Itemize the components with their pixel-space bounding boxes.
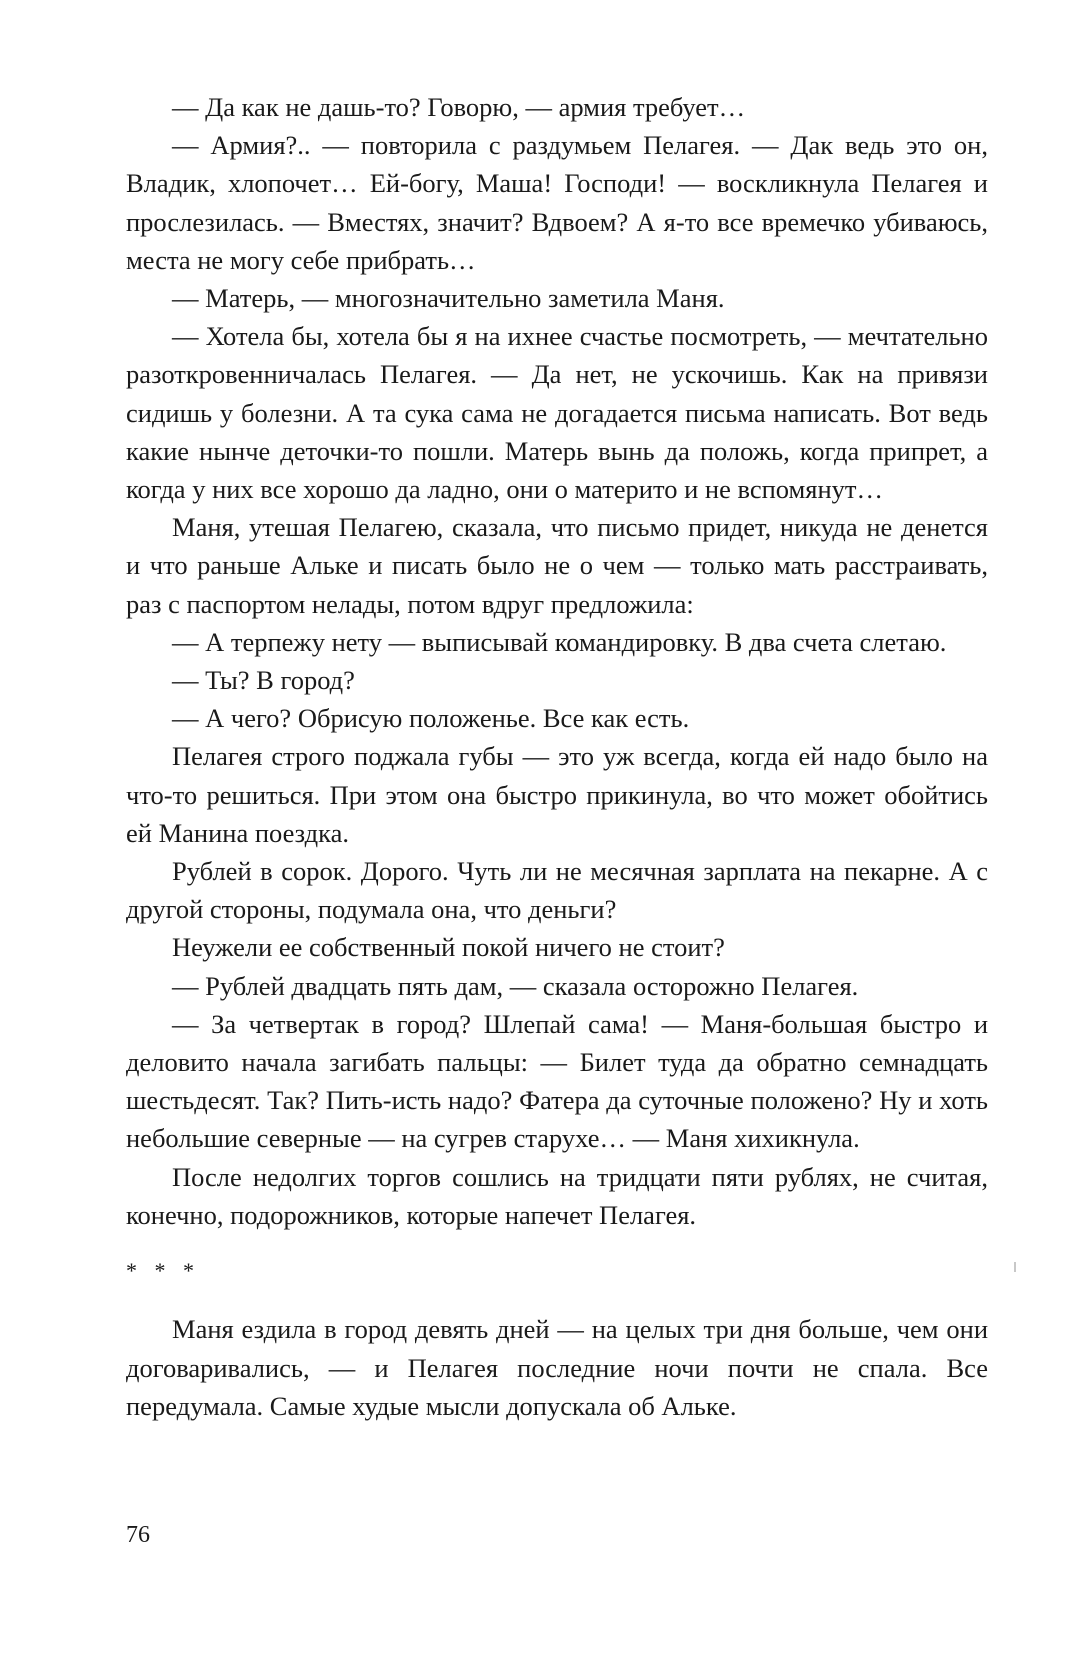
paragraph: — Рублей двадцать пять дам, — сказала осторожно Пелагея. <box>172 970 859 1001</box>
paragraph: Рублей в сорок. Дорого. Чуть ли не месячная зарплата на пекарне. А с другой стороны, подумала она, что деньги? <box>126 856 988 925</box>
body-text <box>126 88 988 1425</box>
page-number: 76 <box>126 1522 150 1548</box>
paragraph: — За четвертак в город? Шлепай сама! — Маня-большая быстро и деловито начала загибать пальцы: — Билет туда да обратно семнадцать шестьдесят. Так? Пить-исть надо? Фатера да суточные положено? Ну и хоть небольшие северные — на сугрев старухе… — Маня хихикнула. <box>126 1008 988 1154</box>
paragraph: Маня, утешая Пелагею, сказала, что письмо придет, никуда не денется и что раньше Альке и писать было не о чем — только мать расстраивать, раз с паспортом нелады, потом вдруг предложила: <box>126 512 988 619</box>
paragraph: — Матерь, — многозначительно заметила Маня. <box>172 283 725 314</box>
paragraph: После недолгих торгов сошлись на тридцати пяти рублях, не считая, конечно, подорожников, которые напечет Пелагея. <box>126 1161 988 1230</box>
section-break: * * * <box>126 1258 200 1284</box>
paragraph: — Да как не дашь-то? Говорю, — армия требует… <box>172 92 746 122</box>
paragraph: — Ты? В город? <box>172 665 355 696</box>
paragraph: Пелагея строго поджала губы — это уж всегда, когда ей надо было на что-то решиться. При этом она быстро прикинула, во что может обойтись ей Манина поездка. <box>126 741 988 848</box>
paragraph: Неужели ее собственный покой ничего не стоит? <box>172 932 725 963</box>
paragraph: — А чего? Обрисую положенье. Все как есть. <box>172 703 690 734</box>
paragraph: Маня ездила в город девять дней — на целых три дня больше, чем они договаривались, — и Пелагея последние ночи почти не спала. Все передумала. Самые худые мысли допускала об Альке. <box>126 1314 988 1421</box>
paragraph: — Армия?.. — повторила с раздумьем Пелагея. — Дак ведь это он, Владик, хлопочет… Ей-богу, Маша! Господи! — воскликнула Пелагея и прослезилась. — Вместях, значит? Вдвоем? А я-то все времечко убиваюсь, места не могу себе прибрать… <box>126 130 988 275</box>
scan-mark <box>1014 1262 1016 1272</box>
paragraph: — Хотела бы, хотела бы я на ихнее счастье посмотреть, — мечтательно разоткровенничалась Пелагея. — Да нет, не ускочишь. Как на привязи сидишь у болезни. А та сука сама не догадается письма написать. Вот ведь какие нынче деточки-то пошли. Матерь вынь да положь, когда припрет, а когда у них все хорошо да ладно, они о материто и не вспомянут… <box>126 321 988 505</box>
paragraph: — А терпежу нету — выписывай командировку. В два счета слетаю. <box>172 626 947 657</box>
